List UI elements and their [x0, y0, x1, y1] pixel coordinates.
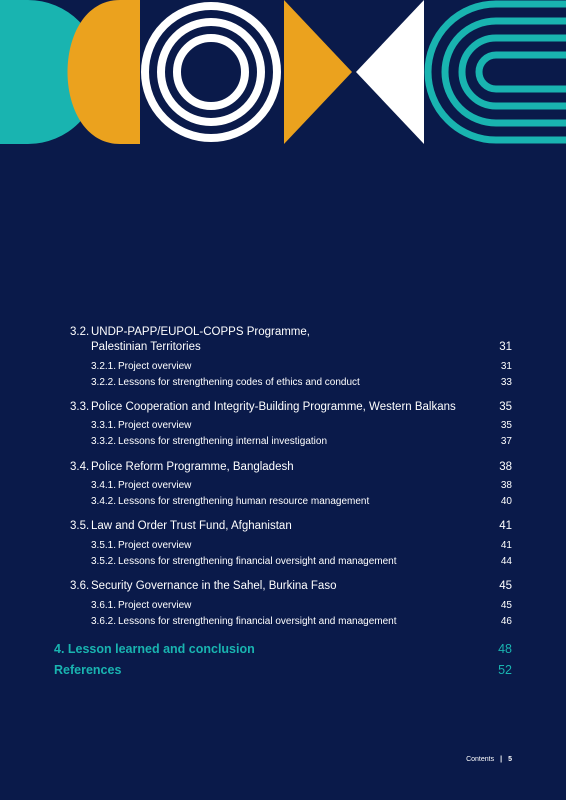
toc-page-number: 48 — [498, 642, 512, 656]
toc-title: Police Reform Programme, Bangladesh — [91, 461, 294, 473]
toc-page-number: 31 — [500, 361, 512, 372]
toc-entry-3-5[interactable] — [70, 520, 512, 532]
toc-page-number: 52 — [498, 663, 512, 677]
toc-title: Project overview — [118, 540, 192, 551]
toc-number: 3.6.2. — [91, 616, 117, 627]
toc-title: Lessons for strengthening human resource management — [118, 496, 370, 507]
toc-page-number: 41 — [500, 540, 512, 551]
toc-number: 3.6.1. — [91, 600, 117, 611]
toc-number: 3.4. — [70, 461, 90, 473]
toc-number: 3.4.2. — [91, 496, 117, 507]
toc-number: 3.5.2. — [91, 556, 117, 567]
toc-entry-3-3-2[interactable] — [91, 436, 512, 447]
toc-title: References — [54, 663, 122, 677]
toc-entry-3-6-1[interactable] — [91, 600, 512, 611]
toc-title: Project overview — [118, 480, 192, 491]
toc-entry-references[interactable] — [54, 663, 512, 677]
toc-title: Law and Order Trust Fund, Afghanistan — [91, 520, 292, 532]
toc-page-number: 41 — [499, 520, 512, 532]
footer-separator: | — [500, 756, 503, 763]
toc-title: Project overview — [118, 600, 192, 611]
toc-entry-3-4[interactable] — [70, 461, 512, 473]
toc-entry-3-2-line1[interactable] — [70, 326, 512, 338]
footer-label: Contents — [466, 756, 495, 763]
toc-entry-3-5-1[interactable] — [91, 540, 512, 551]
toc-number: 3.2.2. — [91, 377, 117, 388]
toc-number: 3.6. — [70, 580, 90, 592]
toc-page-number: 31 — [499, 341, 512, 353]
toc-title: Project overview — [118, 420, 192, 431]
toc-number: 3.5. — [70, 520, 90, 532]
toc-entry-3-2-2[interactable] — [91, 377, 512, 388]
footer-page-number: 5 — [508, 756, 512, 763]
toc-entry-4[interactable] — [54, 642, 512, 656]
toc-title: Palestinian Territories — [91, 341, 201, 353]
toc-title: Lessons for strengthening financial oversight and management — [118, 556, 397, 567]
toc-number: 3.2.1. — [91, 361, 117, 372]
toc-title: Security Governance in the Sahel, Burkina Faso — [91, 580, 337, 592]
toc-entry-3-2[interactable] — [70, 341, 512, 353]
toc-entry-3-4-2[interactable] — [91, 496, 512, 507]
toc-title: Lessons for strengthening internal investigation — [118, 436, 328, 447]
toc-entry-3-3[interactable] — [70, 401, 512, 413]
toc-entry-3-4-1[interactable] — [91, 480, 512, 491]
toc-page-number: 38 — [500, 480, 512, 491]
toc-page-number: 44 — [500, 556, 512, 567]
toc-page-number: 33 — [500, 377, 512, 388]
toc-title: Lessons for strengthening codes of ethics and conduct — [118, 377, 360, 388]
toc-page-number: 35 — [499, 401, 512, 413]
toc-page-number: 45 — [500, 600, 512, 611]
page-footer — [360, 756, 512, 763]
toc-title: 4. Lesson learned and conclusion — [54, 642, 255, 656]
toc-page-number: 37 — [500, 436, 512, 447]
toc-page-number: 45 — [499, 580, 512, 592]
toc-page-number: 40 — [500, 496, 512, 507]
toc-entry-3-3-1[interactable] — [91, 420, 512, 431]
toc-number: 3.3. — [70, 401, 90, 413]
toc-title: UNDP-PAPP/EUPOL-COPPS Programme, — [91, 326, 310, 338]
toc-page-number: 46 — [500, 616, 512, 627]
toc-title: Project overview — [118, 361, 192, 372]
toc-entry-3-6-2[interactable] — [91, 616, 512, 627]
toc-entry-3-5-2[interactable] — [91, 556, 512, 567]
toc-number: 3.3.2. — [91, 436, 117, 447]
toc-title: Police Cooperation and Integrity-Building Programme, Western Balkans — [91, 401, 456, 413]
toc-entry-3-6[interactable] — [70, 580, 512, 592]
toc-page-number: 35 — [500, 420, 512, 431]
toc-number: 3.4.1. — [91, 480, 117, 491]
toc-number: 3.5.1. — [91, 540, 117, 551]
toc-title: Lessons for strengthening financial oversight and management — [118, 616, 397, 627]
toc-number: 3.2. — [70, 326, 90, 338]
toc-page-number: 38 — [499, 461, 512, 473]
toc-number: 3.3.1. — [91, 420, 117, 431]
toc-entry-3-2-1[interactable] — [91, 361, 512, 372]
